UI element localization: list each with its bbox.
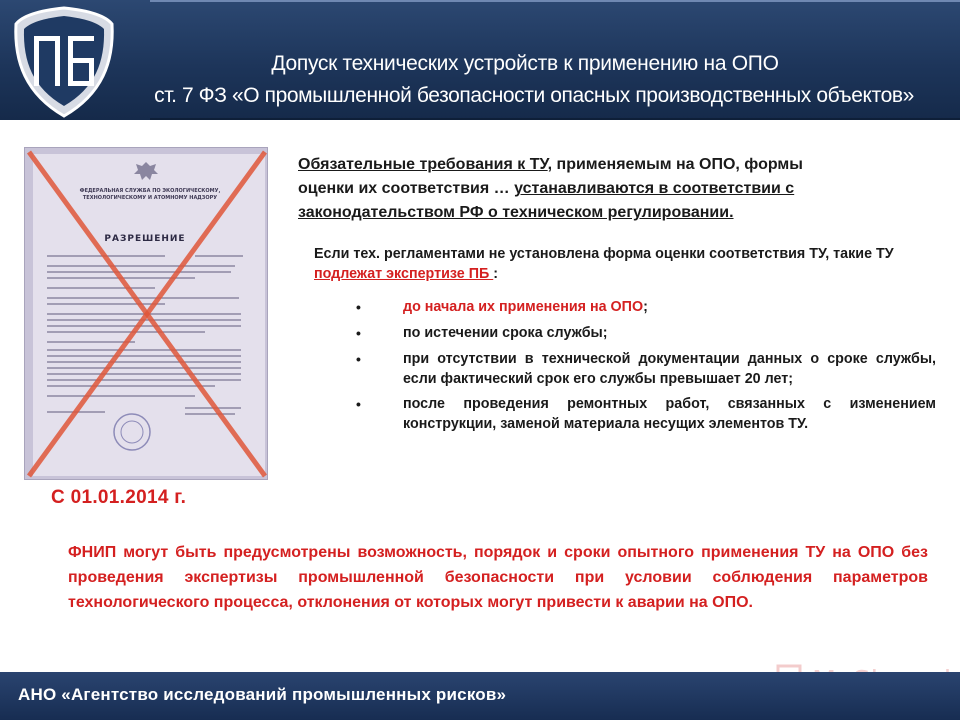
expertise-paragraph: [314, 244, 934, 284]
intro-text-2: оценки их соответствия …: [298, 180, 515, 197]
pb-shield-logo: [4, 2, 124, 120]
bullet-icon: •: [356, 325, 361, 341]
conditions-list: [356, 297, 936, 434]
crossed-out-permit-image: [24, 147, 268, 480]
fnip-paragraph: ФНИП могут быть предусмотрены возможность, порядок и сроки опытного применения ТУ на ОПО без проведения экспертизы промышленной безопасности при условии соблюдения параметров технологического процесса, отклонения от которых могут привести к аварии на ОПО.: [68, 544, 928, 611]
intro-underlined-1: Обязательные требования к ТУ: [298, 156, 548, 173]
header-top-rule: [150, 0, 960, 2]
permit-service-text: ФЕДЕРАЛЬНАЯ СЛУЖБА ПО ЭКОЛОГИЧЕСКОМУ, ТЕХНОЛОГИЧЕСКОМУ И АТОМНОМУ НАДЗОРУ: [79, 188, 221, 201]
footer-bar: [0, 672, 960, 720]
list-item-text: до начала их применения на ОПО: [403, 299, 644, 315]
list-item: [356, 323, 936, 343]
slide-subtitle: ст. 7 ФЗ «О промышленной безопасности опасных производственных объектов»: [154, 84, 914, 107]
intro-underlined-2: устанавливаются в соответствии с: [514, 180, 795, 197]
footer-organization: АНО «Агентство исследований промышленных рисков»: [18, 685, 507, 704]
effective-date-label: С 01.01.2014 г.: [51, 487, 187, 508]
paragraph-expertise-link-text: подлежат экспертизе ПБ: [314, 266, 494, 282]
list-item-text: по истечении срока службы;: [403, 325, 608, 341]
list-item: [356, 394, 936, 434]
list-item: [356, 297, 936, 317]
bullet-icon: •: [356, 299, 361, 315]
paragraph-text: Если тех. регламентами не установлена форма оценки соответствия ТУ, такие ТУ: [314, 246, 894, 262]
red-cross-mark: [25, 148, 268, 480]
list-item-tail: ;: [643, 299, 648, 315]
bullet-icon: •: [356, 351, 361, 367]
intro-statement: [298, 153, 950, 225]
permit-heading: РАЗРЕШЕНИЕ: [104, 234, 186, 244]
list-item-text: после проведения ремонтных работ, связанных с изменением конструкции, заменой материала несущих элементов ТУ.: [403, 396, 936, 432]
paragraph-end: :: [493, 266, 499, 282]
header-bar: [0, 0, 960, 120]
list-item: [356, 349, 936, 389]
slide-title: Допуск технических устройств к применению на ОПО: [271, 52, 779, 75]
intro-underlined-3: законодательством РФ о техническом регулировании.: [298, 204, 734, 221]
intro-text-1: , применяемым на ОПО, формы: [547, 156, 803, 173]
list-item-text: при отсутствии в технической документации данных о сроке службы, если фактический срок его службы превышает 20 лет;: [403, 351, 936, 387]
bullet-icon: •: [356, 396, 361, 412]
header-bottom-rule: [150, 118, 960, 120]
